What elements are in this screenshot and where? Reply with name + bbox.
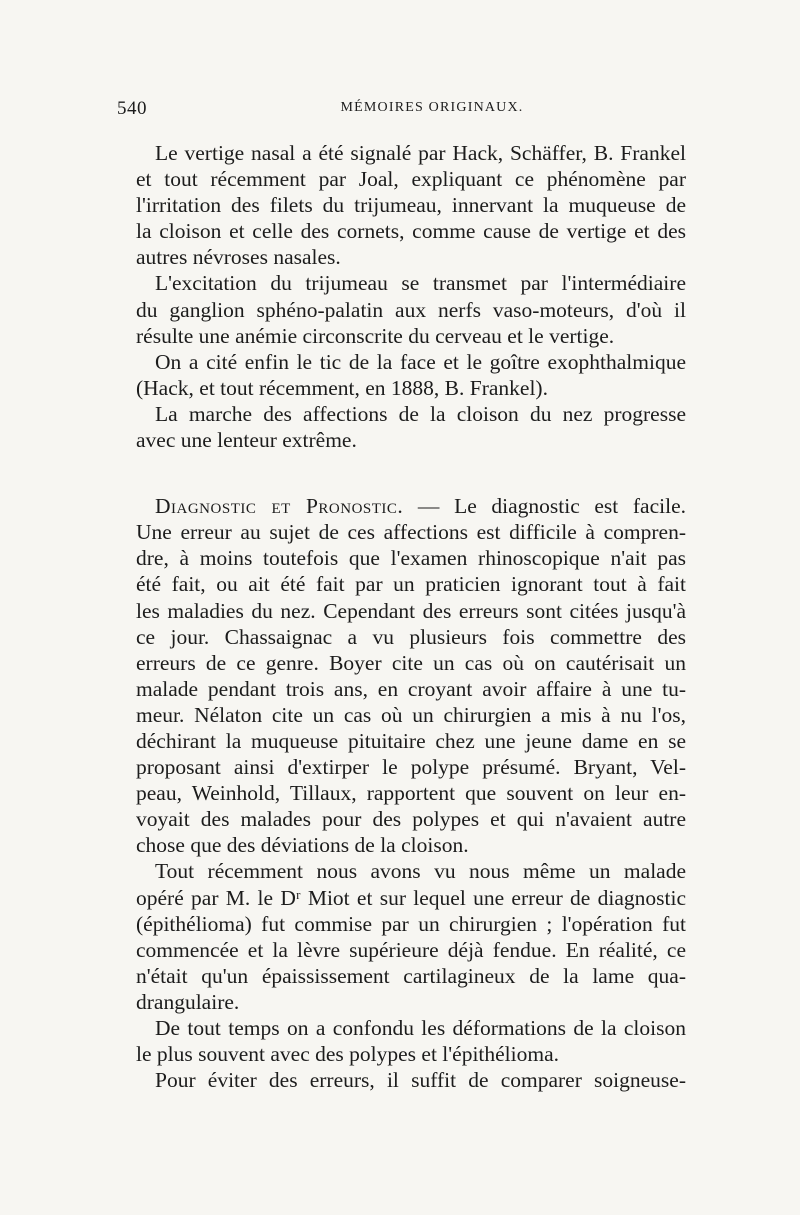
paragraph [117, 349, 686, 401]
text-line: résulte une anémie circonscrite du cerveau et le vertige. [136, 323, 615, 348]
paragraph [117, 1015, 686, 1067]
text-line: n'était qu'un épaississement cartilagineux de la lame qua- [136, 963, 686, 988]
text-line: Une erreur au sujet de ces affections est difficile à compren- [136, 520, 686, 545]
paragraph [117, 1067, 686, 1093]
text-line: ce jour. Chassaignac a vu plusieurs fois commettre des [136, 624, 686, 649]
text-line: (Hack, et tout récemment, en 1888, B. Frankel). [136, 375, 548, 400]
text-line: proposant ainsi d'extirper le polype présumé. Bryant, Vel- [136, 755, 686, 780]
text-line: les maladies du nez. Cependant des erreurs sont citées jusqu'à [136, 598, 686, 623]
text-line: Pour éviter des erreurs, il suffit de comparer soigneuse- [155, 1068, 686, 1093]
text-line: On a cité enfin le tic de la face et le goître exophthalmique [155, 349, 686, 374]
paragraph [117, 140, 686, 270]
body-text [117, 140, 686, 1093]
section-paragraph [117, 493, 686, 858]
text-line: peau, Weinhold, Tillaux, rapportent que souvent on leur en- [136, 781, 686, 806]
text-line: Tout récemment nous avons vu nous même un malade [155, 859, 686, 884]
text-line: La marche des affections de la cloison du nez progresse [155, 401, 686, 426]
text-line: De tout temps on a confondu les déformations de la cloison [155, 1016, 686, 1040]
text-line: dre, à moins toutefois que l'examen rhinoscopique n'ait pas [136, 546, 686, 571]
paragraph [117, 401, 686, 453]
text-line [117, 493, 686, 519]
text-line: Le vertige nasal a été signalé par Hack, Schäffer, B. Frankel [155, 141, 686, 165]
text-line: L'excitation du trijumeau se transmet par l'intermédiaire [155, 271, 686, 296]
text-line: autres névroses nasales. [136, 245, 341, 270]
heading-dash: — [403, 494, 455, 519]
section-spacer [117, 453, 686, 493]
page-number: 540 [117, 98, 147, 119]
running-head [117, 98, 687, 124]
text-line: l'irritation des filets du trijumeau, innervant la muqueuse de [136, 193, 686, 218]
text-line: du ganglion sphéno-palatin aux nerfs vaso-moteurs, d'où il [136, 297, 686, 322]
text-line: malade pendant trois ans, en croyant avoir affaire à une tu- [136, 676, 686, 701]
text-line: et tout récemment par Joal, expliquant ce phénomène par [136, 167, 686, 192]
text-line: (épithélioma) fut commise par un chirurgien ; l'opération fut [136, 911, 686, 936]
paragraph [117, 858, 686, 1015]
text-line: déchirant la muqueuse pituitaire chez une jeune dame en se [136, 728, 686, 753]
running-title: MÉMOIRES ORIGINAUX. [340, 100, 524, 115]
text-line: été fait, ou ait été fait par un praticien ignorant tout à fait [136, 572, 686, 597]
text-line: erreurs de ce genre. Boyer cite un cas où on cautérisait un [136, 650, 686, 675]
text-line: voyait des malades pour des polypes et qui n'avaient autre [136, 807, 686, 832]
text-line: commencée et la lèvre supérieure déjà fendue. En réalité, ce [136, 937, 686, 962]
paragraph [117, 270, 686, 348]
text-line: meur. Nélaton cite un cas où un chirurgien a mis à nu l'os, [136, 702, 686, 727]
text-line: opéré par M. le Dʳ Miot et sur lequel une erreur de diagnostic [136, 885, 686, 910]
section-first-line-text: Le diagnostic est facile. [454, 494, 686, 519]
text-line: avec une lenteur extrême. [136, 428, 357, 453]
text-line: drangulaire. [136, 989, 240, 1014]
text-line: le plus souvent avec des polypes et l'épithélioma. [136, 1042, 560, 1067]
text-line: chose que des déviations de la cloison. [136, 833, 469, 858]
section-heading: Diagnostic et Pronostic. [155, 494, 404, 519]
text-line: la cloison et celle des cornets, comme cause de vertige et des [136, 219, 686, 244]
